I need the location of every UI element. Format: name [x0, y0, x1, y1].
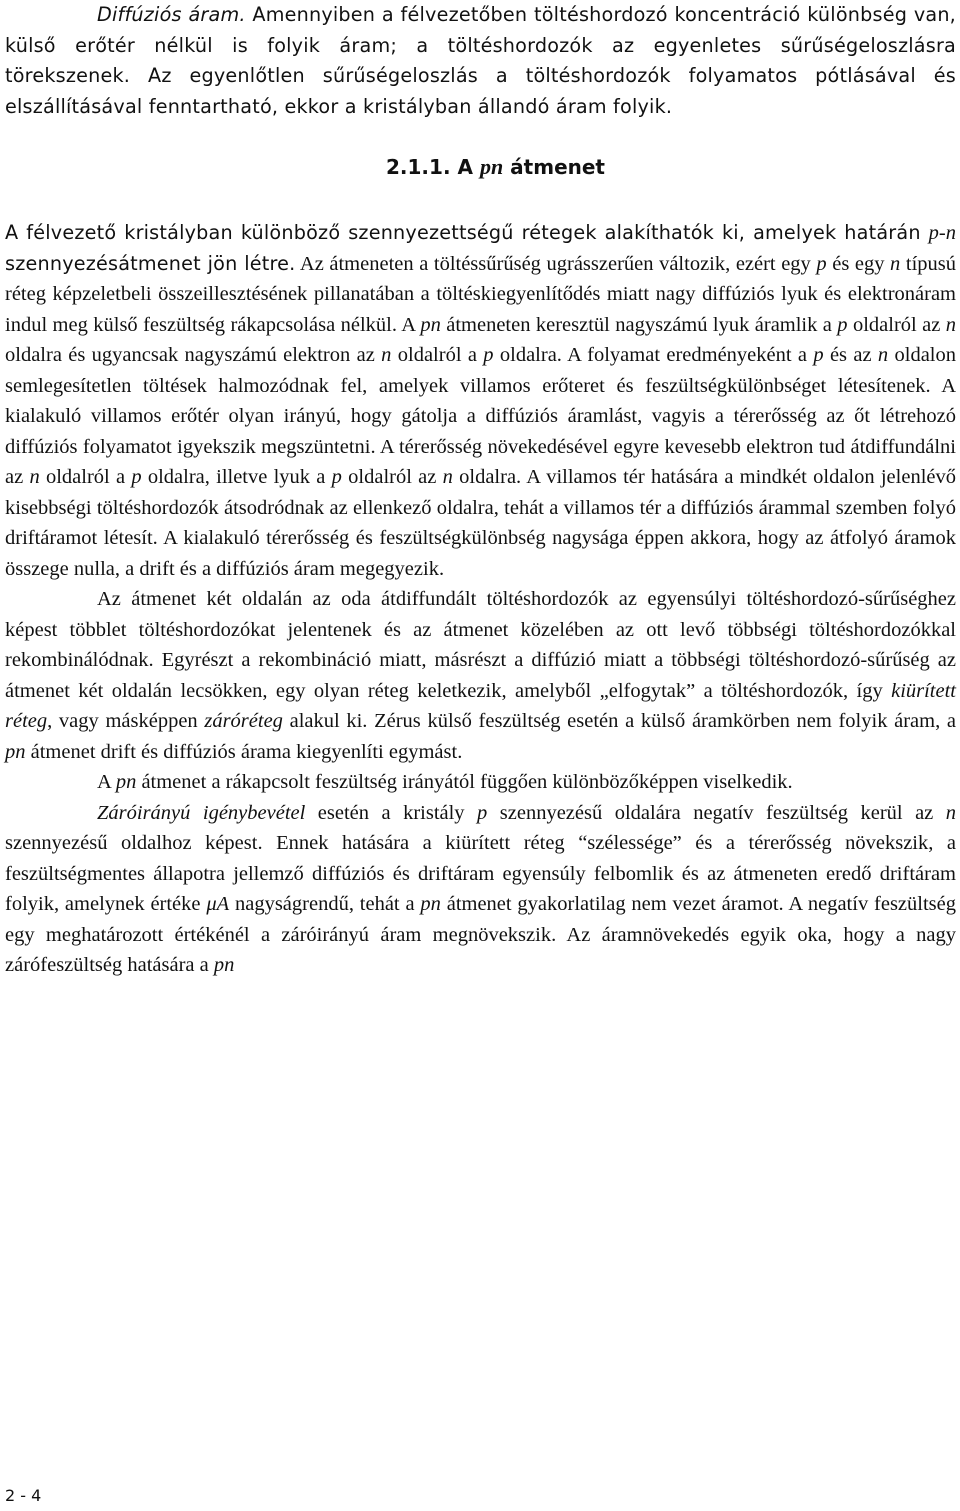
- paragraph-reverse-bias: Záróirányú igénybevétel esetén a kristály p szennyezésű oldalára negatív feszültség kerül az n szennyezésű oldalhoz képest. Ennek hatására a kiürített réteg “szélessége” és a térerősség növekszik, a feszültségmentes állapotra jellemző diffúziós és driftáram egyensúly felbomlik és az átmeneten eredő driftáram folyik, amelynek értéke μA nagyságrendű, tehát a pn átmenet gyakorlatilag nem vezet áramot. A negatív feszültség egy meghatározott értékénél a záróirányú áram megnövekszik. Az áramnövekedés egyik oka, hogy a nagy zárófeszültség hatására a pn: [5, 801, 956, 976]
- paragraph-voltage-dependence: A pn átmenet a rákapcsolt feszültség irányától függően különbözőképpen viselkedik.: [97, 771, 793, 793]
- intro-term: Diffúziós áram.: [97, 3, 246, 26]
- intro-paragraph: [5, 0, 956, 122]
- paragraph-pn-junction: A félvezető kristályban különböző szennyezettségű rétegek alakíthatók ki, amelyek határán p-n szennyezésátmenet jön létre. Az átmeneten a töltéssűrűség ugrásszerűen változik, ezért egy p és egy n típusú réteg képzeletbeli összeillesztésének pillanatában a töltéskiegyenlítődés miatt nagy diffúziós lyuk és elektronáram indul meg külső feszültség rákapcsolása nélkül. A pn átmeneten keresztül nagyszámú lyuk áramlik a p oldalról az n oldalra és ugyancsak nagyszámú elektron az n oldalról a p oldalra. A folyamat eredményeként a p és az n oldalon semlegesítetlen töltések halmozódnak fel, amelyek villamos erőteret és feszültségkülönbséget létesítenek. A kialakuló villamos erőtér olyan irányú, hogy gátolja a diffúziós áramlást, vagyis a térerősség az őt létrehozó diffúziós folyamatot igyekszik megszüntetni. A térerősség növekedésével egyre kevesebb elektron tud átdiffundálni az n oldalról a p oldalra, illetve lyuk a p oldalról az n oldalra. A villamos tér hatására a mindkét oldalon jelenlévő kisebbségi töltéshordozók átsodródnak az ellenkező oldalra, tehát a villamos tér a diffúziós árammal szemben folyó driftáramot létesít. A kialakuló térerősség és feszültségkülönbség nagysága éppen akkora, hogy az átfolyó áramok összege nulla, a drift és a diffúziós áram megegyezik.: [5, 221, 956, 580]
- page-number: 2 - 4: [5, 1486, 42, 1505]
- intro-text: Amennyiben a félvezetőben töltéshordozó koncentráció különbség van, külső erőtér nélkül is folyik áram; a töltéshordozók az egyenletes sűrűségeloszlásra törekszenek. Az egyenlőtlen sűrűségeloszlás a töltéshordozók folyamatos pótlásával és elszállításával fenntartható, ekkor a kristályban állandó áram folyik.: [5, 3, 956, 118]
- section-heading: 2.1.1. A pn átmenet: [386, 154, 605, 179]
- document-page: [5, 0, 956, 981]
- paragraph-depletion-layer: Az átmenet két oldalán az oda átdiffundált töltéshordozók az egyensúlyi töltéshordozó-sűrűséghez képest többlet töltéshordozókat jelentenek és az átmenet közelében az ott levő többségi töltéshordozókkal rekombinálódnak. Egyrészt a rekombináció miatt, másrészt a diffúzió miatt a többségi töltéshordozó-sűrűség az átmenet két oldalán lecsökken, egy olyan réteg keletkezik, amelyből „elfogytak” a töltéshordozók, így kiürített réteg, vagy másképpen záróréteg alakul ki. Zérus külső feszültség esetén a külső áramkörben nem folyik áram, a pn átmenet drift és diffúziós árama kiegyenlíti egymást.: [5, 588, 956, 763]
